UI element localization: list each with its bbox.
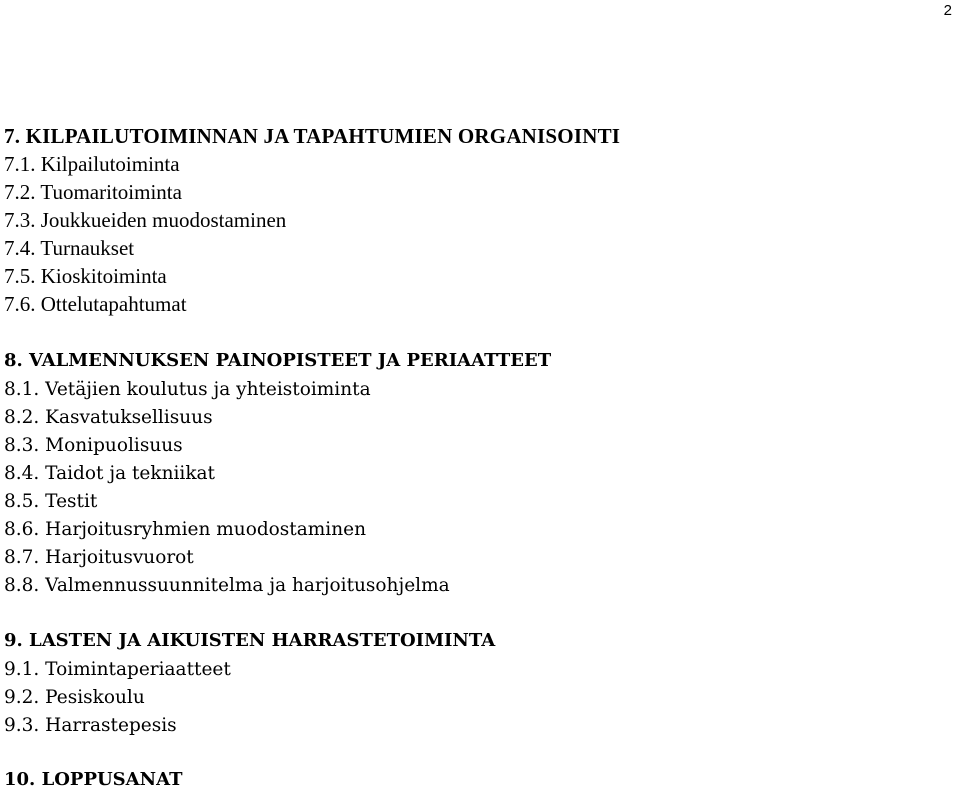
subsection-item: 9.3. Harrastepesis: [4, 715, 177, 736]
subsection-list: [4, 656, 495, 740]
subsection-item: 7.4. Turnaukset: [4, 236, 135, 260]
subsection-item: 9.2. Pesiskoulu: [4, 687, 145, 708]
page-number: 2: [943, 2, 952, 19]
section-9: [4, 626, 495, 740]
subsection-item: 8.3. Monipuolisuus: [4, 435, 183, 456]
subsection-list: [4, 150, 620, 318]
section-heading: 10. LOPPUSANAT: [4, 769, 183, 790]
subsection-item: 8.5. Testit: [4, 491, 98, 512]
section-10: [4, 765, 182, 795]
subsection-item: 7.2. Tuomaritoiminta: [4, 180, 182, 204]
subsection-item: 8.4. Taidot ja tekniikat: [4, 463, 215, 484]
subsection-item: 9.1. Toimintaperiaatteet: [4, 659, 231, 680]
section-heading: 8. VALMENNUKSEN PAINOPISTEET JA PERIAATTEET: [4, 350, 552, 371]
subsection-list: [4, 376, 551, 600]
subsection-item: 7.3. Joukkueiden muodostaminen: [4, 208, 287, 232]
section-heading: 9. LASTEN JA AIKUISTEN HARRASTETOIMINTA: [4, 630, 496, 651]
subsection-item: 8.6. Harjoitusryhmien muodostaminen: [4, 519, 367, 540]
section-7: [4, 122, 620, 318]
subsection-item: 7.5. Kioskitoiminta: [4, 264, 167, 288]
subsection-item: 8.2. Kasvatuksellisuus: [4, 407, 213, 428]
subsection-item: 7.6. Ottelutapahtumat: [4, 292, 187, 316]
subsection-item: 8.8. Valmennussuunnitelma ja harjoitusohjelma: [4, 575, 450, 596]
section-heading: 7. KILPAILUTOIMINNAN JA TAPAHTUMIEN ORGANISOINTI: [4, 124, 621, 148]
subsection-item: 8.7. Harjoitusvuorot: [4, 547, 194, 568]
subsection-item: 7.1. Kilpailutoiminta: [4, 152, 180, 176]
section-8: [4, 346, 551, 600]
subsection-item: 8.1. Vetäjien koulutus ja yhteistoiminta: [4, 379, 371, 400]
